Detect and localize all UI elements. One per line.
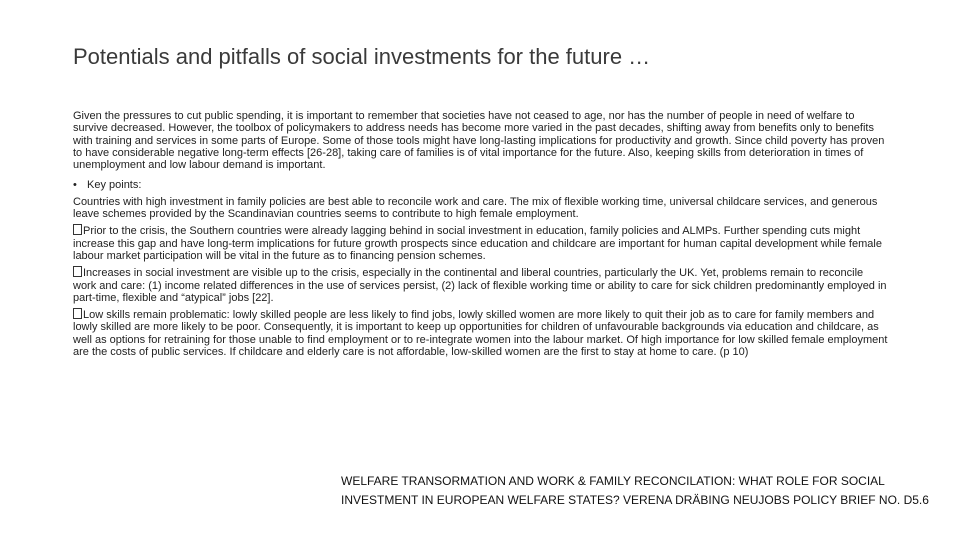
slide-title: Potentials and pitfalls of social investments for the future … [73,44,651,69]
missing-glyph-icon [73,224,82,235]
key-point-4-text: Low skills remain problematic: lowly skilled people are less likely to find jobs, lowly skilled women are more likely to quit their job as to care for family members and lowly skilled are more likely to be poor. Consequently, it is important to keep up opportunities for children of unfavourable backgrounds via education and childcare, as well as options for retraining for those unable to find employment or to re-integrate women into the labour market. Of high importance for low skilled female employment are the costs of public services. If childcare and elderly care is not affordable, low-skilled women are the first to stay at home to care. (p 10) [73,309,888,359]
missing-glyph-icon [73,266,82,277]
key-points-bullet [73,179,888,191]
intro-paragraph: Given the pressures to cut public spending, it is important to remember that societies have not ceased to age, nor has the number of people in need of welfare to survive decreased. However, the toolbox of policymakers to address needs has become more varied in the past decades, shifting away from benefits only to benefits with training and services in some parts of Europe. Some of those tools might have long-lasting implications for productivity and growth. Since child poverty has proven to have considerable negative long-term effects [26-28], taking care of families is of vital importance for the future. Also, keeping skills from deterioration in times of unemployment and low labour demand is important. [73,110,885,172]
key-point-1: Countries with high investment in family policies are best able to reconcile work and care. The mix of flexible working time, universal childcare services, and generous leave schemes provided by the Scandinavian countries seems to contribute to high female employment. [73,195,878,221]
key-point-3-text: Increases in social investment are visible up to the crisis, especially in the continental and liberal countries, particularly the UK. Yet, problems remain to reconcile work and care: (1) income related differences in the use of services persist, (2) lack of flexible working time or ability to care for sick children predominantly employed in part-time, flexible and “atypical” jobs [22]. [73,267,887,304]
missing-glyph-icon [73,308,82,319]
slide-body [73,110,888,358]
key-point-2-text: Prior to the crisis, the Southern countries were already lagging behind in social investment in education, family policies and ALMPs. Further spending cuts might increase this gap and have long-term implications for future growth prospects since education and childcare are important for human capital development while female labour market participation will be vital in the future as to financing pension schemes. [73,225,882,262]
key-point-4 [73,308,888,358]
key-point-2 [73,224,888,262]
key-point-3 [73,266,888,304]
source-citation: WELFARE TRANSORMATION AND WORK & FAMILY RECONCILATION: WHAT ROLE FOR SOCIAL INVESTMENT IN EUROPEAN WELFARE STATES? VERENA DRÄBING NEUJOBS POLICY BRIEF NO. D5.6 [341,474,929,507]
key-points-label: Key points: [87,179,142,192]
bullet-marker: • [73,179,77,192]
